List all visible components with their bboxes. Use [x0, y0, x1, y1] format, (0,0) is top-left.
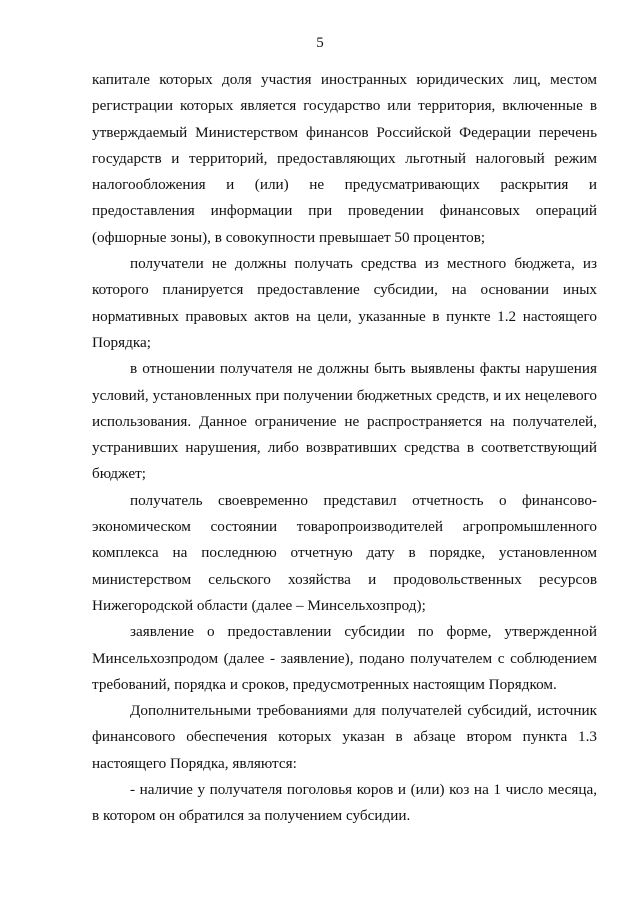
paragraph-offshore-continuation: капитале которых доля участия иностранных юридических лиц, местом регистрации которых является государство или территория, включенные в утверждаемый Министерством финансов Российской Федерации перечень государств и территорий, предоставляющих льготный налоговый режим налогообложения и (или) не предусматривающих раскрытия и предоставления информации при проведении финансовых операций (офшорные зоны), в совокупности превышает 50 процентов; — [92, 71, 597, 246]
paragraph-violations: в отношении получателя не должны быть выявлены факты нарушения условий, установленных при получении бюджетных средств, и их нецелевого использования. Данное ограничение не распространяется на получателей, устранивших нарушения, либо возвративших средства в соответствующий бюджет; — [92, 360, 597, 483]
paragraph-application: заявление о предоставлении субсидии по форме, утвержденной Минсельхозпродом (далее - заявление), подано получателем с соблюдением требований, порядка и сроков, предусмотренных настоящим Порядком. — [92, 623, 597, 693]
document-body — [92, 67, 597, 830]
paragraph-livestock: - наличие у получателя поголовья коров и (или) коз на 1 число месяца, в котором он обратился за получением субсидии. — [92, 781, 597, 825]
page-number: 5 — [316, 35, 324, 51]
paragraph-additional-requirements: Дополнительными требованиями для получателей субсидий, источник финансового обеспечения которых указан в абзаце втором пункта 1.3 настоящего Порядка, являются: — [92, 702, 597, 772]
paragraph-local-budget: получатели не должны получать средства из местного бюджета, из которого планируется предоставление субсидии, на основании иных нормативных правовых актов на цели, указанные в пункте 1.2 настоящего Порядка; — [92, 255, 597, 351]
paragraph-reporting: получатель своевременно представил отчетность о финансово-экономическом состоянии товаропроизводителей агропромышленного комплекса на последнюю отчетную дату в порядке, установленном министерством сельского хозяйства и продовольственных ресурсов Нижегородской области (далее – Минсельхозпрод); — [92, 491, 597, 614]
